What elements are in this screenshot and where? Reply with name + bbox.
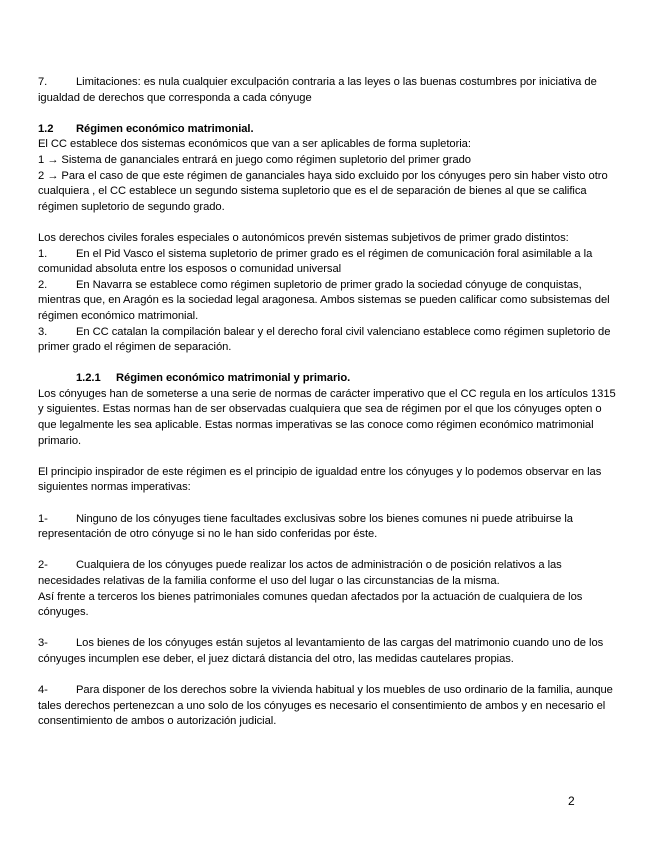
section-heading-1-2	[38, 122, 618, 138]
norm-number: 2-	[38, 559, 48, 572]
section-title: Régimen económico matrimonial.	[76, 122, 254, 135]
item-text: En Navarra se establece como régimen supletorio de primer grado la sociedad cónyuge de conquistas, mientras que, en Aragón es la sociedad legal aragonesa. Ambos sistemas se pueden calificar como subsistemas del régimen económico matrimonial.	[38, 278, 610, 322]
forales-item-3	[38, 325, 618, 356]
norm-number: 1-	[38, 512, 48, 525]
section-intro: El CC establece dos sistemas económicos que van a ser aplicables de forma supletoria:	[38, 138, 471, 151]
principle-paragraph: El principio inspirador de este régimen es el principio de igualdad entre los cónyuges y lo podemos observar en las siguientes normas imperativas:	[38, 465, 602, 494]
norm-2-extra: Así frente a terceros los bienes patrimoniales comunes quedan afectados por la actuación de cualquiera de los cónyuges.	[38, 590, 583, 619]
norm-text: Los bienes de los cónyuges están sujetos al levantamiento de las cargas del matrimonio cuando uno de los cónyuges incumplen ese deber, el juez dictará distancia del otro, las medidas cautelares propias.	[38, 637, 604, 665]
norm-number: 3-	[38, 637, 48, 650]
primary-regime-paragraph: Los cónyuges han de someterse a una serie de normas de carácter imperativo que el CC regula en los artículos 1315 y siguientes. Estas normas han de ser observadas cualquiera que sea de régimen por el que los cónyuges opten o que legalmente les sea aplicable. Estas normas imperativas se las conoce como régimen económico matrimonial primario.	[38, 387, 616, 447]
item-number: 3.	[38, 325, 48, 338]
page-body	[38, 75, 618, 730]
norm-2	[38, 558, 618, 589]
regime-line-1: 1 → Sistema de gananciales entrará en juego como régimen supletorio del primer grado	[38, 153, 471, 166]
item-number: 7.	[38, 76, 48, 88]
item-7-paragraph	[38, 75, 618, 106]
forales-intro: Los derechos civiles forales especiales o autonómicos prevén sistemas subjetivos de primer grado distintos:	[38, 231, 569, 244]
section-number: 1.2	[38, 122, 54, 135]
item-text: En CC catalan la compilación balear y el derecho foral civil valenciano establece como régimen supletorio de primer grado el régimen de separación.	[38, 325, 611, 354]
norm-text: Cualquiera de los cónyuges puede realizar los actos de administración o de posición relativos a las necesidades relativas de la familia conforme el uso del lugar o las circunstancias de la misma.	[38, 559, 562, 587]
forales-item-1	[38, 247, 618, 278]
norm-text: Para disponer de los derechos sobre la vivienda habitual y los muebles de uso ordinario de la familia, aunque tales derechos pertenezcan a uno solo de los cónyuges es necesario el consentimiento de ambos y en necesario el consentimiento de ambos o autorización judicial.	[38, 684, 613, 728]
forales-item-2	[38, 278, 618, 325]
page-number: 2	[568, 794, 575, 808]
item-text: En el Pid Vasco el sistema supletorio de primer grado es el régimen de comunicación foral asimilable a la comunidad absoluta entre los esposos o comunidad universal	[38, 247, 593, 276]
item-text: Limitaciones: es nula cualquier exculpación contraria a las leyes o las buenas costumbres por iniciativa de igualdad de derechos que corresponda a cada cónyuge	[38, 76, 597, 104]
norm-text: Ninguno de los cónyuges tiene facultades exclusivas sobre los bienes comunes ni puede atribuirse la representación de otro cónyuge si no le han sido conferidas por éste.	[38, 512, 573, 541]
norm-3	[38, 636, 618, 667]
regime-line-2: 2 → Para el caso de que este régimen de gananciales haya sido excluido por los cónyuges pero sin haber visto otro cualquiera , el CC establece un segundo sistema supletorio que es el de separación de bienes al que se califica régimen supletorio de segundo grado.	[38, 169, 608, 213]
norm-4	[38, 683, 618, 730]
norm-1	[38, 512, 618, 543]
norm-number: 4-	[38, 684, 48, 697]
section-number: 1.2.1	[76, 372, 101, 385]
section-title: Régimen económico matrimonial y primario.	[116, 372, 351, 385]
item-number: 2.	[38, 278, 48, 291]
item-number: 1.	[38, 247, 48, 260]
section-heading-1-2-1	[38, 371, 618, 387]
